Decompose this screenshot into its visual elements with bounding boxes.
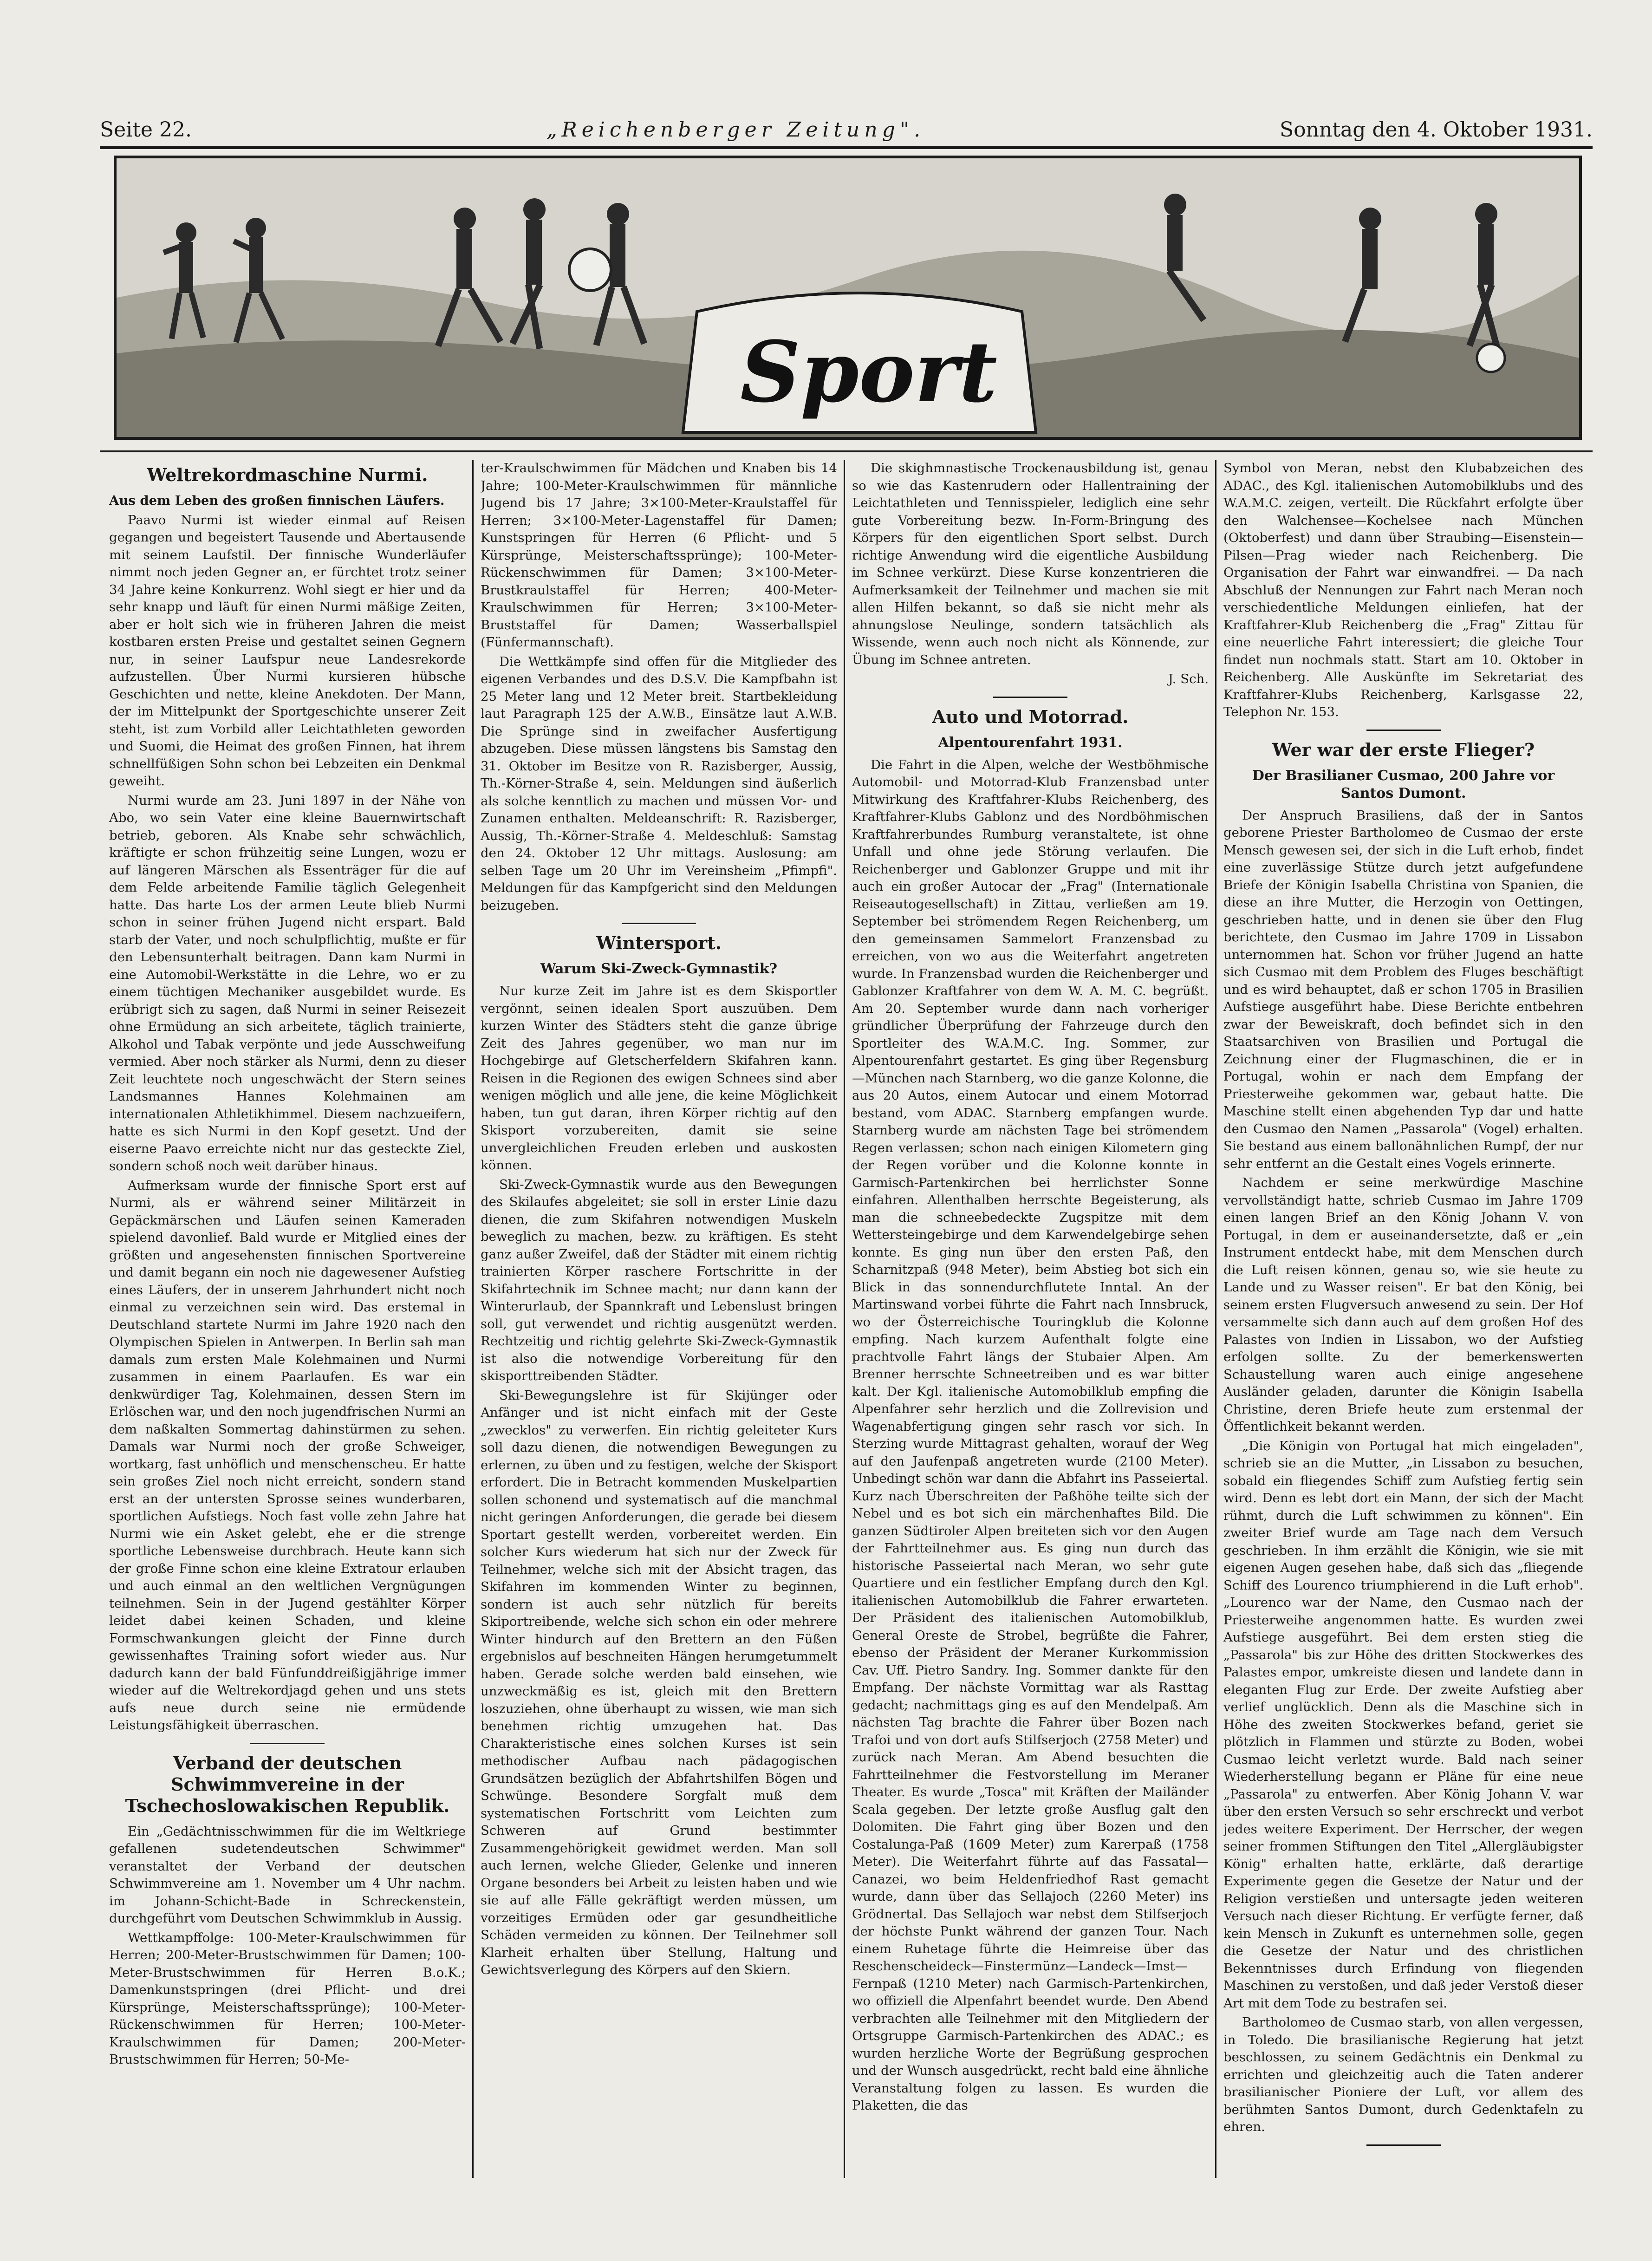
paragraph: Paavo Nurmi ist wieder einmal auf Reisen gegangen und begeistert Tausende und Abertausende mit seinem Laufstil. Der finnische Wunderläufer nimmt noch jeden Gegner an, er fürchtet trotz seiner 34 Jahre keine Konkurrenz. Wohl siegt er hier und da sehr knapp und läuft für einen Nurmi mäßige Zeiten, aber er holt sich wie in früheren Jahren die meist kostbaren ersten Preise und gestaltet seinen Gegnern nur, in seiner Laufspur neue Landesrekorde aufzustellen. Über Nurmi kursieren hübsche Geschichten und nette, kleine Anekdoten. Der Mann, der im Mittelpunkt der Sportgeschichte unserer Zeit steht, ist zum Vorbild aller Leichtathleten geworden und Suomi, die Heimat des großen Finnen, hat ihrem schnellfüßigen Sohn schon bei Lebzeiten ein Denkmal geweiht. [109, 512, 466, 788]
column-divider-1 [472, 460, 474, 2178]
paragraph: Ein „Gedächtnisschwimmen für die im Weltkriege gefallenen sudetendeutschen Schwimmer" veranstaltet der Verband der deutschen Schwimmvereine am 1. November um 4 Uhr nachm. im Johann-Schicht-Bade in Schreckenstein, durchgeführt vom Deutschen Schwimmklub in Aussig. [109, 1824, 466, 1926]
newspaper-title: „Reichenberger Zeitung". [546, 118, 925, 142]
paragraph: Ski-Bewegungslehre ist für Skijünger oder Anfänger und ist nicht einfach mit der Geste „zwecklos" zu verwerfen. Ein richtig geleiteter Kurs soll dazu dienen, die notwendigen Bewegungen zu erlernen, zu üben und zu festigen, welche der Skisport erfordert. Die in Betracht kommenden Muskelpartien sollen schonend und systematisch auf die manchmal nicht geringen Anforderungen, die gerade bei diesem Sportart gestellt werden, vorbereitet werden. Ein solcher Kurs wiederum hat sich nur der Zweck für Teilnehmer, welche sich mit der Absicht tragen, das Skifahren im kommenden Winter zu beginnen, sondern ist auch sehr nützlich für bereits Skiportreibende, welche sich schon ein oder mehrere Winter hindurch auf den Brettern an den Füßen ergebnislos auf beschneiten Hängen herumgetummelt haben. Gerade solche werden bald einsehen, wie unzweckmäßig es ist, gleich mit den Brettern loszuziehen, ohne überhaupt zu wissen, wie man sich benehmen richtig umzugehen hat. Das Charakteristische eines solchen Kurses ist sein methodischer Aufbau nach pädagogischen Grundsätzen bezüglich der Abfahrtshilfen Bögen und Schwünge. Besondere Sorgfalt muß dem systematischen Fortschritt vom Leichten zum Schweren auf Grund bestimmter Zusammengehörigkeit gewidmet werden. Man soll auch lernen, welche Glieder, Gelenke und inneren Organe besonders bei Arbeit zu leisten haben und wie sie auf alle Fälle gekräftigt werden müssen, um vorzeitiges Ermüden oder gar gesundheitliche Schäden vermeiden zu können. Der Teilnehmer soll Klarheit erhalten über Stellung, Haltung und Gewichtsverlegung des Körpers auf den Skiern. [481, 1388, 837, 1977]
paragraph: Symbol von Meran, nebst den Klubabzeichen des ADAC., des Kgl. italienischen Automobilklubs und des W.A.M.C. zeigen, verteilt. Die Rückfahrt erfolgte über den Walchensee—Kochelsee nach München (Oktoberfest) und dann über Straubing—Eisenstein—Pilsen—Prag wieder nach Reichenberg. Die Organisation der Fahrt war einwandfrei. — Da nach Abschluß der Nennungen zur Fahrt nach Meran noch verschiedentliche Meldungen einliefen, hat der Kraftfahrer-Klub Reichenberg die „Frag" Zittau für eine neuerliche Fahrt interessiert; die gleiche Tour findet nun nochmals statt. Start am 10. Oktober in Reichenberg. Alle Auskünfte im Sekretariat des Kraftfahrer-Klubs Reichenberg, Karlsgasse 22, Telephon Nr. 153. [1223, 461, 1583, 719]
article-separator [1366, 730, 1441, 731]
paragraph: Ski-Zweck-Gymnastik wurde aus den Bewegungen des Skilaufes abgeleitet; sie soll in erster Linie dazu dienen, die zum Skifahren notwendigen Muskeln beweglich zu machen, bezw. zu kräftigen. Es steht ganz außer Zweifel, daß der Städter mit einem richtig trainierten Körper raschere Fortschritte in der Skifahrtechnik im Schnee macht; nur dann kann der Winterurlaub, der Spannkraft und Lebenslust bringen soll, gut verwendet und richtig ausgenützt werden. Rechtzeitig und richtig gelehrte Ski-Zweck-Gymnastik ist also die notwendige Vorbereitung für den skisporttreibenden Städter. [481, 1177, 837, 1383]
paragraph: Die Wettkämpfe sind offen für die Mitglieder des eigenen Verbandes und des D.S.V. Die Kampfbahn ist 25 Meter lang und 12 Meter breit. Startbekleidung laut Paragraph 125 der A.W.B., Einsätze laut A.W.B. Die Sprünge sind in zweifacher Ausfertigung abzugeben. Diese müssen längstens bis Samstag den 31. Oktober im Besitze von R. Razisberger, Aussig, Th.-Körner-Straße 4, sein. Meldungen sind äußerlich als solche kenntlich zu machen und müssen Vor- und Zunamen enthalten. Meldeanschrift: R. Razisberger, Aussig, Th.-Körner-Straße 4. Meldeschluß: Samstag den 24. Oktober 12 Uhr mittags. Auslosung: am selben Tage um 20 Uhr im Vereinsheim „Pfimpfi". Meldungen für das Kampfgericht sind den Meldungen beizugeben. [481, 654, 837, 913]
section-title-sport: Sport [740, 323, 997, 421]
column-divider-3 [1215, 460, 1216, 2178]
article-title-wintersport: Wintersport. [596, 932, 722, 953]
article-separator [622, 923, 696, 924]
banner-rule [100, 450, 1593, 452]
column-3 [852, 460, 1209, 2187]
article-title-swim-association: Verband der deutschen Schwimmvereine in der Tschechoslowakischen Republik. [125, 1752, 450, 1816]
paragraph: ter-Kraulschwimmen für Mädchen und Knaben bis 14 Jahre; 100-Meter-Kraulschwimmen für männliche Jugend bis 17 Jahre; 3×100-Meter-Kraulstaffel für Herren; 3×100-Meter-Lagenstaffel für Damen; Kunstspringen für Herren (6 Pflicht- und 5 Kürsprünge, Meisterschaftssprünge); 100-Meter-Rückenschwimmen für Damen; 3×100-Meter-Brustkraulstaffel für Herren; 400-Meter-Kraulschwimmen für Herren; 3×100-Meter-Bruststaffel für Damen; Wasserballspiel (Fünfermannschaft). [481, 461, 837, 650]
article-subtitle-ski-gymnastics: Warum Ski-Zweck-Gymnastik? [540, 961, 778, 977]
column-divider-2 [844, 460, 845, 2178]
paragraph: Wettkampffolge: 100-Meter-Kraulschwimmen für Herren; 200-Meter-Brustschwimmen für Damen; 100-Meter-Brustschwimmen für Herren B.o.K.; Damenkunstspringen (drei Pflicht- und drei Kürsprünge, Meisterschaftssprünge); 100-Meter-Rückenschwimmen für Herren; 100-Meter-Kraulschwimmen für Damen; 200-Meter-Brustschwimmen für Herren; 50-Me- [109, 1930, 466, 2067]
article-end-rule [1366, 2144, 1441, 2146]
column-4 [1223, 460, 1583, 2187]
newspaper-page [100, 100, 1593, 2208]
article-subtitle-cusmao: Der Brasilianer Cusmao, 200 Jahre vor Santos Dumont. [1252, 767, 1555, 801]
issue-date: Sonntag den 4. Oktober 1931. [1280, 118, 1593, 142]
column-1 [109, 460, 466, 2187]
paragraph: Aufmerksam wurde der finnische Sport erst auf Nurmi, als er während seiner Militärzeit in Gepäckmärschen und Läufen seinen Kameraden spielend davonlief. Bald wurde er Mitglied eines der größten und angesehensten finnischen Sportvereine und damit begann ein noch nie dagewesener Aufstieg eines Läufers, der in unserem Jahrhundert nicht noch einmal zu verzeichnen sein wird. Das erstemal in Deutschland startete Nurmi im Jahre 1920 nach den Olympischen Spielen in Antwerpen. In Berlin sah man damals zum ersten Male Kolehmainen und Nurmi zusammen in einem Paarlaufen. Es war ein denkwürdiger Tag, Kolehmainen, dessen Stern im Erlöschen war, und den noch jugendfrischen Nurmi an dem naßkalten Sommertag dahinstürmen zu sehen. Damals war Nurmi noch der große Schweiger, wortkarg, fast unhöflich und menschenscheu. Er hatte sein großes Ziel noch nicht erreicht, sondern stand erst an der untersten Sprosse seines wunderbaren, sportlichen Aufstiegs. Noch fast volle zehn Jahre hat Nurmi wie ein Asket gelebt, ehe er die strenge sportliche Lebensweise durchbrach. Heute kann sich der große Finne schon eine kleine Extratour erlauben und auch einmal an den weltlichen Vergnügungen teilnehmen. Sein in der Jugend gestählter Körper leidet dabei keinen Schaden, und kleine Formschwankungen gleicht der Finne durch gewissenhaftes Training sofort wieder aus. Nur dadurch kann der bald Fünfunddreißigjährige immer wieder auf die Weltrekordjagd gehen und uns stets aufs neue durch seine nie ermüdende Leistungsfähigkeit überraschen. [109, 1178, 466, 1733]
page-number: Seite 22. [100, 118, 192, 142]
column-2 [481, 460, 837, 2187]
paragraph: Nur kurze Zeit im Jahre ist es dem Skisportler vergönnt, seinen idealen Sport auszuüben. Dem kurzen Winter des Städters steht die ganze übrige Zeit des Jahres gegenüber, wo man nur im Hochgebirge auf Gletscherfeldern Skifahren kann. Reisen in die Regionen des ewigen Schnees sind aber wenigen möglich und alle jene, die keine Möglichkeit haben, tun gut daran, ihren Körper richtig auf den Skisport vorzubereiten, damit sie seine unvergleichlichen Freuden erleben und auskosten können. [481, 984, 837, 1173]
article-subtitle-alpine-tour: Alpentourenfahrt 1931. [938, 734, 1123, 751]
header-rule [100, 146, 1593, 149]
article-separator [250, 1743, 325, 1744]
page-header [100, 100, 1593, 142]
article-title-nurmi: Weltrekordmaschine Nurmi. [147, 464, 428, 485]
paragraph: Bartholomeo de Cusmao starb, von allen vergessen, in Toledo. Die brasilianische Regierung hat jetzt beschlossen, zu seinem Gedächtnis ein Denkmal zu errichten und gleichzeitig auch die Taten anderer brasilianischer Pioniere der Luft, vor allem des berühmten Santos Dumont, durch Gedenktafeln zu ehren. [1223, 2015, 1583, 2134]
paragraph: Nurmi wurde am 23. Juni 1897 in der Nähe von Abo, wo sein Vater eine kleine Bauernwirtschaft betrieb, geboren. Als Knabe sehr schwächlich, kräftigte er schon frühzeitig seine Lungen, wozu er auf längeren Märschen als Essenträger für die auf dem Felde arbeitende Familie täglich Gelegenheit hatte. Das harte Los der armen Leute blieb Nurmi schon in seiner frühen Jugend nicht erspart. Bald starb der Vater, und noch schulpflichtig, mußte er für den Lebensunterhalt beitragen. Dann kam Nurmi in eine Automobil-Werkstätte in die Lehre, wo er zu einem tüchtigen Mechaniker ausgebildet wurde. Es erübrigt sich zu sagen, daß Nurmi in seiner Reisezeit ohne Ermüdung an sich arbeitete, täglich trainierte, Alkohol und Tabak verpönte und jede Ausschweifung vermied. Aber noch stärker als Nurmi, denn zu dieser Zeit leuchtete noch ungeschwächt der Stern seines Landsmannes Hannes Kolehmainen am internationalen Athletikhimmel. Diesem nachzueifern, hatte es sich Nurmi in den Kopf gesetzt. Und der eiserne Paavo erreichte nicht nur das gesteckte Ziel, sondern schoß noch weit darüber hinaus. [109, 793, 466, 1173]
article-title-first-flyer: Wer war der erste Flieger? [1272, 739, 1535, 760]
article-separator [993, 697, 1067, 698]
paragraph: Der Anspruch Brasiliens, daß der in Santos geborene Priester Bartholomeo de Cusmao der erste Mensch gewesen sei, der sich in die Luft erhob, findet eine zuverlässige Stütze durch jetzt aufgefundene Briefe der Königin Isabella Christina von Spanien, die diese an ihre Mutter, die Herzogin von Oettingen, geschrieben hatte, und in denen sie über den Flug berichtete, den Cusmao im Jahre 1709 in Lissabon unternommen hat. Schon vor früher Jugend an hatte sich Cusmao mit dem Problem des Fluges beschäftigt und es wird behauptet, daß er schon 1705 in Brasilien Aufstiege ausgeführt habe. Diese Berichte entbehren zwar der Beweiskraft, doch befindet sich in den Staatsarchiven von Brasilien und Portugal die Zeichnung einer der Flugmaschinen, die er in Portugal, wohin er nach dem Empfang der Priesterweihe gekommen war, gebaut hatte. Die Maschine stellt einen abgehenden Typ dar und hatte den Cusmao den Namen „Passarola" (Vogel) erhalten. Sie bestand aus einem ballonähnlichen Rumpf, der nur sehr entfernt an die Gestalt eines Vogels erinnerte. [1223, 808, 1583, 1171]
article-subtitle-nurmi: Aus dem Leben des großen finnischen Läufers. [109, 493, 445, 508]
paragraph: Die Fahrt in die Alpen, welche der Westböhmische Automobil- und Motorrad-Klub Franzensbad unter Mitwirkung des Kraftfahrer-Klubs Reichenberg, des Kraftfahrer-Klubs Gablonz und des Nordböhmischen Kraftfahrerbundes Rumburg veranstaltete, ist ohne Unfall und ohne jede Störung verlaufen. Die Reichenberger und Gablonzer Gruppe und mit ihr auch ein großer Autocar der „Frag" (Internationale Reiseautogesellschaft) in Zittau, verließen am 19. September bei strömendem Regen Reichenberg, um den gemeinsamen Sammelort Franzensbad zu erreichen, von wo aus die Weiterfahrt angetreten wurde. In Franzensbad wurden die Reichenberger und Gablonzer Kraftfahrer von dem W. A. M. C. begrüßt. Am 20. September wurde dann nach vorheriger gründlicher Überprüfung der Fahrzeuge durch den Sportleiter des W.A.M.C. Ing. Sommer, zur Alpentourenfahrt gestartet. Es ging über Regensburg—München nach Starnberg, wo die ganze Kolonne, die aus 20 Autos, einem Autocar und einem Motorrad bestand, vom ADAC. Starnberg empfangen wurde. Starnberg wurde am nächsten Tage bei strömendem Regen verlassen; schon nach einigen Kilometern ging der Regen vorüber und die Kolonne konnte in Garmisch-Partenkirchen bei herrlichster Sonne einfahren. Allenthalben herrschte Begeisterung, als man die schneebedeckte Zugspitze mit dem Wettersteingebirge und dem Karwendelgebirge sehen konnte. Es ging nun über den ersten Paß, den Scharnitzpaß (948 Meter), beim Abstieg bot sich ein Blick in das sonnendurchflutete Inntal. An der Martinswand vorbei führte die Fahrt nach Innsbruck, wo der Österreichische Touringklub die Kolonne empfing. Nach kurzem Aufenthalt folgte eine prachtvolle Fahrt längs der Stubaier Alpen. Am Brenner herrschte Schneetreiben und es war bitter kalt. Der Kgl. italienische Automobilklub empfing die Alpenfahrer sehr herzlich und die Zollrevision und Wagenabfertigung gingen sehr rasch vor sich. In Sterzing wurde Mittagrast gehalten, worauf der Weg auf den Jaufenpaß angetreten wurde (2100 Meter). Unbedingt schön war dann die Abfahrt ins Passeiertal. Kurz nach Überschreiten der Paßhöhe teilte sich der Nebel und es bot sich ein märchenhaftes Bild. Die ganzen Südtiroler Alpen breiteten sich vor den Augen der Fahrtteilnehmer aus. Es ging nun durch das historische Passeiertal nach Meran, wo sehr gute Quartiere und ein festlicher Empfang durch den Kgl. italienischen Automobilklub die Fahrer erwarteten. Der Präsident des italienischen Automobilklub, General Oreste de Strobel, begrüßte die Fahrer, ebenso der Präsident der Meraner Kurkommission Cav. Uff. Pietro Sandry. Ing. Sommer dankte für den Empfang. Der nächste Vormittag war als Rasttag gedacht; nachmittags ging es auf den Mendelpaß. Am nächsten Tag brachte die Fahrer über Bozen nach Trafoi und von dort aufs Stilfserjoch (2758 Meter) und zurück nach Meran. Am Abend besuchten die Fahrtteilnehmer die Festvorstellung im Meraner Theater. Es wurde „Tosca" mit Kräften der Mailänder Scala gegeben. Der letzte große Ausflug galt den Dolomiten. Die Fahrt ging über Bozen und den Costalunga-Paß (1609 Meter) zum Karerpaß (1758 Meter). Die Weiterfahrt führte auf das Fassatal—Canazei, wo beim Heldenfriedhof Rast gemacht wurde, dann über das Sellajoch (2260 Meter) ins Grödnertal. Das Sellajoch war nebst dem Stilfserjoch der höchste Punkt während der ganzen Tour. Nach einem Ruhetage führte die Heimreise über das Reschenscheideck—Finstermünz—Landeck—Imst—Fernpaß (1210 Meter) nach Garmisch-Partenkirchen, wo offiziell die Alpenfahrt beendet wurde. Den Abend verbrachten alle Teilnehmer mit den Mitgliedern der Ortsgruppe Garmisch-Partenkirchen des ADAC.; es wurden herzliche Worte der Begrüßung gesprochen und der Wunsch ausgedrückt, recht bald eine ähnliche Veranstaltung folgen zu lassen. Es wurden die Plaketten, die das [852, 757, 1209, 2113]
article-title-auto: Auto und Motorrad. [932, 706, 1129, 727]
sport-banner-illustration [114, 156, 1582, 440]
paragraph: Die skighmnastische Trockenausbildung ist, genau so wie das Kastenrudern oder Hallentraining der Leichtathleten und Tennisspieler, lediglich eine sehr gute Vorbereitung bezw. In-Form-Bringung des Körpers für den eigentlichen Sport selbst. Durch richtige Anwendung wird die eigentliche Ausbildung im Schnee verkürzt. Diese Kurse konzentrieren die Aufmerksamkeit der Teilnehmer und machen sie mit allen Hilfen bekannt, so daß sie nicht mehr als ahnungslose Neulinge, sondern tatsächlich als Wissende, wenn auch noch nicht als Könnende, zur Übung im Schnee antreten. [852, 461, 1209, 667]
author-signature: J. Sch. [1168, 671, 1209, 686]
paragraph: „Die Königin von Portugal hat mich eingeladen", schrieb sie an die Mutter, „in Lissabon zu besuchen, sobald ein fliegendes Schiff zum Aufstieg fertig sein wird. Denn es lebt dort ein Mann, der sich der Macht rühmt, durch die Luft schwimmen zu können". Ein zweiter Brief wurde am Tage nach dem Versuch geschrieben. In ihm erzählt die Königin, wie sie mit eigenen Augen gesehen habe, daß sich das „fliegende Schiff des Lourenco triumphierend in die Luft erhob". „Lourenco war der Name, den Cusmao nach der Priesterweihe angenommen hatte. Es wurden zwei Aufstiege ausgeführt. Bei dem ersten stieg die „Passarola" bis zur Höhe des dritten Stockwerkes des Palastes empor, umkreiste diesen und landete dann in eleganten Flug zur Erde. Der zweite Aufstieg aber verlief unglücklich. Denn als die Maschine sich in Höhe des zweiten Stockwerkes befand, geriet sie plötzlich in Flammen und stürzte zu Boden, wobei Cusmao leicht verletzt wurde. Bald nach seiner Wiederherstellung begann er Pläne für eine neue „Passarola" zu entwerfen. Aber König Johann V. war über den ersten Versuch so sehr erschreckt und verbot jedes weitere Experiment. Der Herrscher, der wegen seiner frommen Stiftungen den Titel „Allergläubigster König" erhalten hatte, erklärte, daß derartige Experimente gegen die Gesetze der Natur und der Religion verstießen und untersagte jeden weiteren Versuch nach dieser Richtung. Er verfügte ferner, daß kein Mensch in Zukunft es unternehmen solle, gegen die Gesetze der Natur und des christlichen Bekenntnisses durch Erfindung von fliegenden Maschinen zu verstoßen, und daß jeder Verstoß dieser Art mit dem Tode zu bestrafen sei. [1223, 1438, 1583, 2011]
paragraph: Nachdem er seine merkwürdige Maschine vervollständigt hatte, schrieb Cusmao im Jahre 1709 einen langen Brief an den König Johann V. von Portugal, in dem er auseinandersetzte, daß er „ein Instrument entdeckt habe, mit dem Menschen durch die Luft reisen können, genau so, wie sie heute zu Lande und zu Wasser reisen". Er bat den König, bei seinem ersten Flugversuch anwesend zu sein. Der Hof versammelte sich dann auch auf dem großen Hof des Palastes von Indien in Lissabon, wo der Aufstieg erfolgen sollte. Zu der bemerkenswerten Schaustellung waren auch einige angesehene Ausländer geladen, darunter die Königin Isabella Christine, deren Briefe heute zum erstenmal der Öffentlichkeit bekannt werden. [1223, 1175, 1583, 1434]
